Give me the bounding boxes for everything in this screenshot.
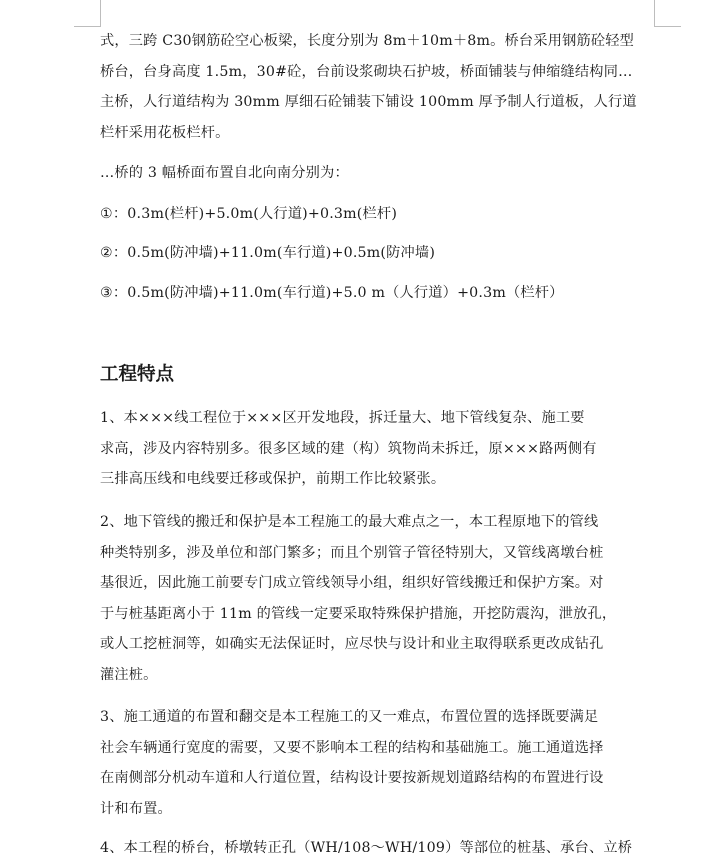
cross-section-item-1: ①：0.3m(栏杆)+5.0m(人行道)+0.3m(栏杆) — [100, 206, 398, 222]
text-line: 或人工挖桩洞等，如确实无法保证时，应尽快与设计和业主取得联系更改成钻孔 — [100, 636, 604, 652]
cross-section-intro: …桥的 3 幅桥面布置自北向南分别为： — [100, 165, 349, 181]
page-corner-mark-right — [654, 0, 681, 27]
paragraph-bridge-structure — [100, 26, 637, 148]
text-line: 1、本×××线工程位于×××区开发地段，拆迁量大、地下管线复杂、施工要 — [100, 410, 585, 426]
text-line: 3、施工通道的布置和翻交是本工程施工的又一难点，布置位置的选择既要满足 — [100, 709, 599, 725]
text-line: 桥台，台身高度 1.5m，30#砼，台前设浆砌块石护坡，桥面铺装与伸缩缝结构同… — [100, 63, 633, 80]
paragraph-feature-3 — [100, 702, 604, 824]
text-line: 种类特别多，涉及单位和部门繁多；而且个别管子管径特别大，又管线离墩台桩 — [100, 544, 604, 561]
text-line: 于与桩基距离小于 11m 的管线一定要采取特殊保护措施，开挖防震沟，泄放孔， — [100, 605, 617, 622]
text-line: 栏杆采用花板栏杆。 — [100, 124, 230, 141]
text-line: 灌注桩。 — [100, 666, 158, 683]
text-line: 三排高压线和电线要迁移或保护，前期工作比较紧张。 — [100, 471, 446, 487]
text-line: 主桥，人行道结构为 30mm 厚细石砼铺装下铺设 100mm 厚予制人行道板，人行道 — [100, 94, 637, 110]
paragraph-feature-4 — [100, 833, 632, 864]
text-line: 4、本工程的桥台，桥墩转正孔（WH/108～WH/109）等部位的桩基、承台、立桥 — [100, 840, 633, 856]
text-line: 在南侧部分机动车道和人行道位置，结构设计要按新规划道路结构的布置进行设 — [100, 770, 604, 786]
text-line: 计和布置。 — [100, 800, 172, 817]
paragraph-feature-1 — [100, 403, 597, 495]
text-line: 求高，涉及内容特别多。很多区域的建（构）筑物尚未拆迁，原×××路两侧有 — [100, 440, 597, 457]
page-corner-mark-left — [74, 0, 101, 27]
paragraph-feature-2 — [100, 507, 616, 690]
text-line: 2、地下管线的搬迁和保护是本工程施工的最大难点之一，本工程原地下的管线 — [100, 514, 599, 530]
cross-section-item-3: ③：0.5m(防冲墙)+11.0m(车行道)+5.0 m（人行道）+0.3m（栏杆） — [100, 285, 564, 301]
text-line: 式，三跨 C30钢筋砼空心板梁，长度分别为 8m＋10m＋8m。桥台采用钢筋砼轻型 — [100, 33, 635, 49]
section-heading: 工程特点 — [100, 364, 175, 385]
cross-section-item-2: ②：0.5m(防冲墙)+11.0m(车行道)+0.5m(防冲墙) — [100, 245, 436, 261]
text-line: 社会车辆通行宽度的需要，又要不影响本工程的结构和基础施工。施工通道选择 — [100, 739, 604, 756]
text-line: 基很近，因此施工前要专门成立管线领导小组，组织好管线搬迁和保护方案。对 — [100, 575, 604, 591]
